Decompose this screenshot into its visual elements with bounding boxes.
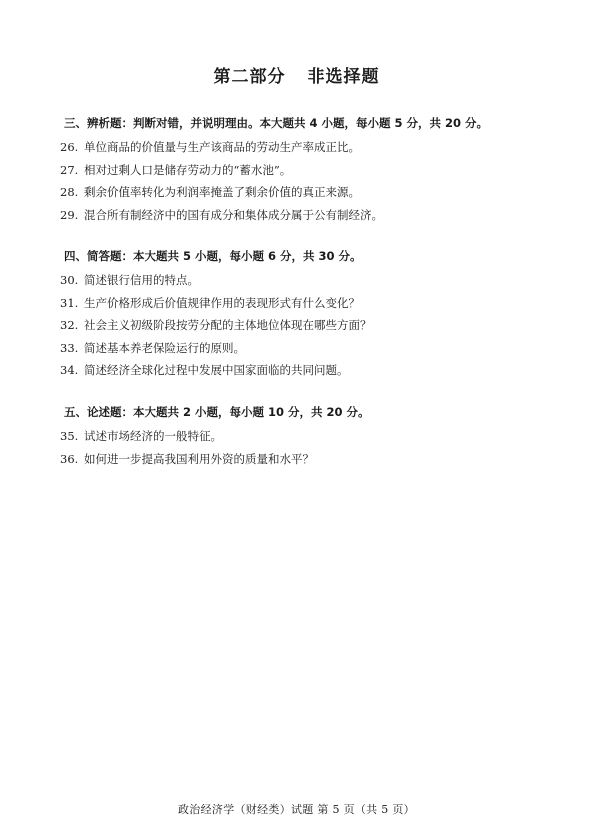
question-text: 简述经济全球化过程中发展中国家面临的共同问题。 [84,363,349,377]
question-item [60,181,544,204]
question-number: 35. [60,429,79,443]
question-item [60,269,544,292]
question-text: 混合所有制经济中的国有成分和集体成分属于公有制经济。 [84,207,383,222]
question-number: 32. [60,318,79,332]
question-list [60,136,544,226]
question-number: 26. [60,140,79,154]
question-number: 29. [60,207,79,222]
question-number: 28. [60,185,79,199]
page-title [0,62,593,87]
question-number: 33. [60,340,79,355]
question-text: 相对过剩人口是储存劳动力的“蓄水池”。 [84,162,292,177]
question-item [60,337,544,360]
question-item [60,314,544,337]
question-text: 试述市场经济的一般特征。 [84,429,222,443]
question-item [60,159,544,182]
page-footer: 政治经济学（财经类）试题 第 5 页（共 5 页） [178,803,415,816]
question-text: 剩余价值率转化为利润率掩盖了剩余价值的真正来源。 [84,185,360,199]
section-essay [60,403,544,470]
question-list [60,425,544,470]
question-number: 34. [60,363,79,377]
question-item [60,292,544,315]
question-number: 30. [60,273,79,287]
question-list [60,269,544,382]
question-item [60,425,544,448]
question-item [60,204,544,227]
question-text: 单位商品的价值量与生产该商品的劳动生产率成正比。 [84,140,360,154]
section-heading: 四、简答题：本大题共 5 小题，每小题 6 分，共 30 分。 [64,249,362,263]
page-title-name: 非选择题 [307,67,380,87]
question-number: 27. [60,162,79,177]
section-short-answer [60,247,544,382]
section-heading: 三、辨析题：判断对错，并说明理由。本大题共 4 小题，每小题 5 分，共 20 分。 [64,116,489,130]
question-number: 31. [60,295,79,310]
question-item [60,448,544,471]
question-text: 社会主义初级阶段按劳分配的主体地位体现在哪些方面？ [84,318,372,332]
question-item [60,359,544,382]
question-text: 如何进一步提高我国利用外资的质量和水平？ [84,451,314,466]
section-discrimination [60,114,544,226]
question-text: 简述基本养老保险运行的原则。 [84,340,245,355]
page-title-part: 第二部分 [213,67,286,87]
question-number: 36. [60,451,79,466]
section-heading: 五、论述题：本大题共 2 小题，每小题 10 分，共 20 分。 [64,405,370,419]
question-text: 简述银行信用的特点。 [84,273,199,287]
question-item [60,136,544,159]
question-text: 生产价格形成后价值规律作用的表现形式有什么变化？ [84,295,360,310]
